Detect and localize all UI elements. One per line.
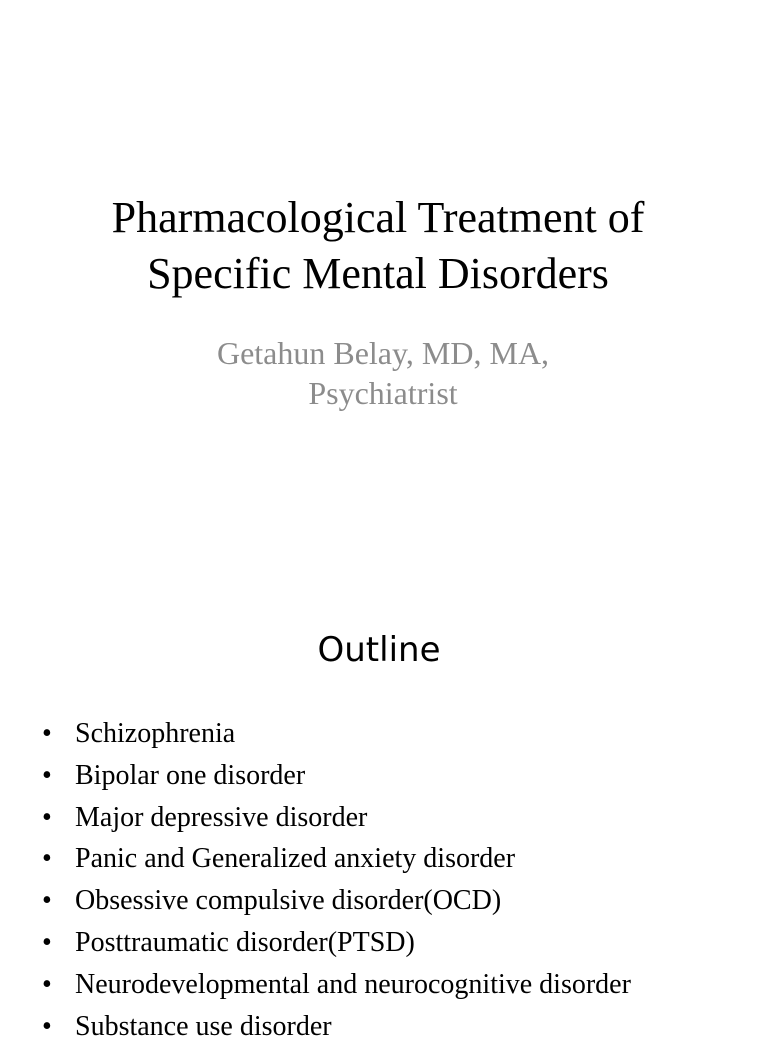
list-item (0, 922, 768, 964)
bullet-icon: • (42, 885, 52, 917)
slide-title-line-2: Specific Mental Disorders (147, 249, 609, 298)
list-item-text: Posttraumatic disorder(PTSD) (75, 926, 415, 958)
bullet-icon: • (42, 801, 52, 833)
list-item-text: Obsessive compulsive disorder(OCD) (75, 885, 502, 917)
list-item (0, 964, 768, 1006)
author-line: Getahun Belay, MD, MA, (216, 335, 550, 371)
list-item-text: Bipolar one disorder (75, 759, 306, 791)
list-item-text: Schizophrenia (75, 718, 236, 749)
slide-title (0, 190, 756, 302)
list-item (0, 755, 768, 797)
list-item (0, 880, 768, 922)
list-item-text: Major depressive disorder (75, 801, 368, 833)
bullet-icon: • (42, 759, 52, 791)
bullet-icon: • (42, 843, 52, 875)
outline-slide (0, 576, 768, 1042)
slide-subtitle (0, 333, 766, 413)
list-item (0, 1006, 768, 1048)
bullet-icon: • (42, 968, 52, 1000)
outline-list (0, 713, 768, 1047)
bullet-icon: • (42, 926, 52, 958)
bullet-icon: • (42, 1010, 52, 1042)
bullet-icon: • (42, 718, 52, 749)
list-item-text: Neurodevelopmental and neurocognitive disorder (75, 968, 631, 1000)
author-role: Psychiatrist (308, 375, 458, 411)
list-item (0, 713, 768, 755)
list-item (0, 797, 768, 839)
outline-title: Outline (317, 630, 441, 670)
list-item-text: Substance use disorder (75, 1010, 332, 1042)
list-item (0, 838, 768, 880)
list-item-text: Panic and Generalized anxiety disorder (75, 843, 516, 875)
slide-title-line-1: Pharmacological Treatment of (111, 193, 645, 242)
